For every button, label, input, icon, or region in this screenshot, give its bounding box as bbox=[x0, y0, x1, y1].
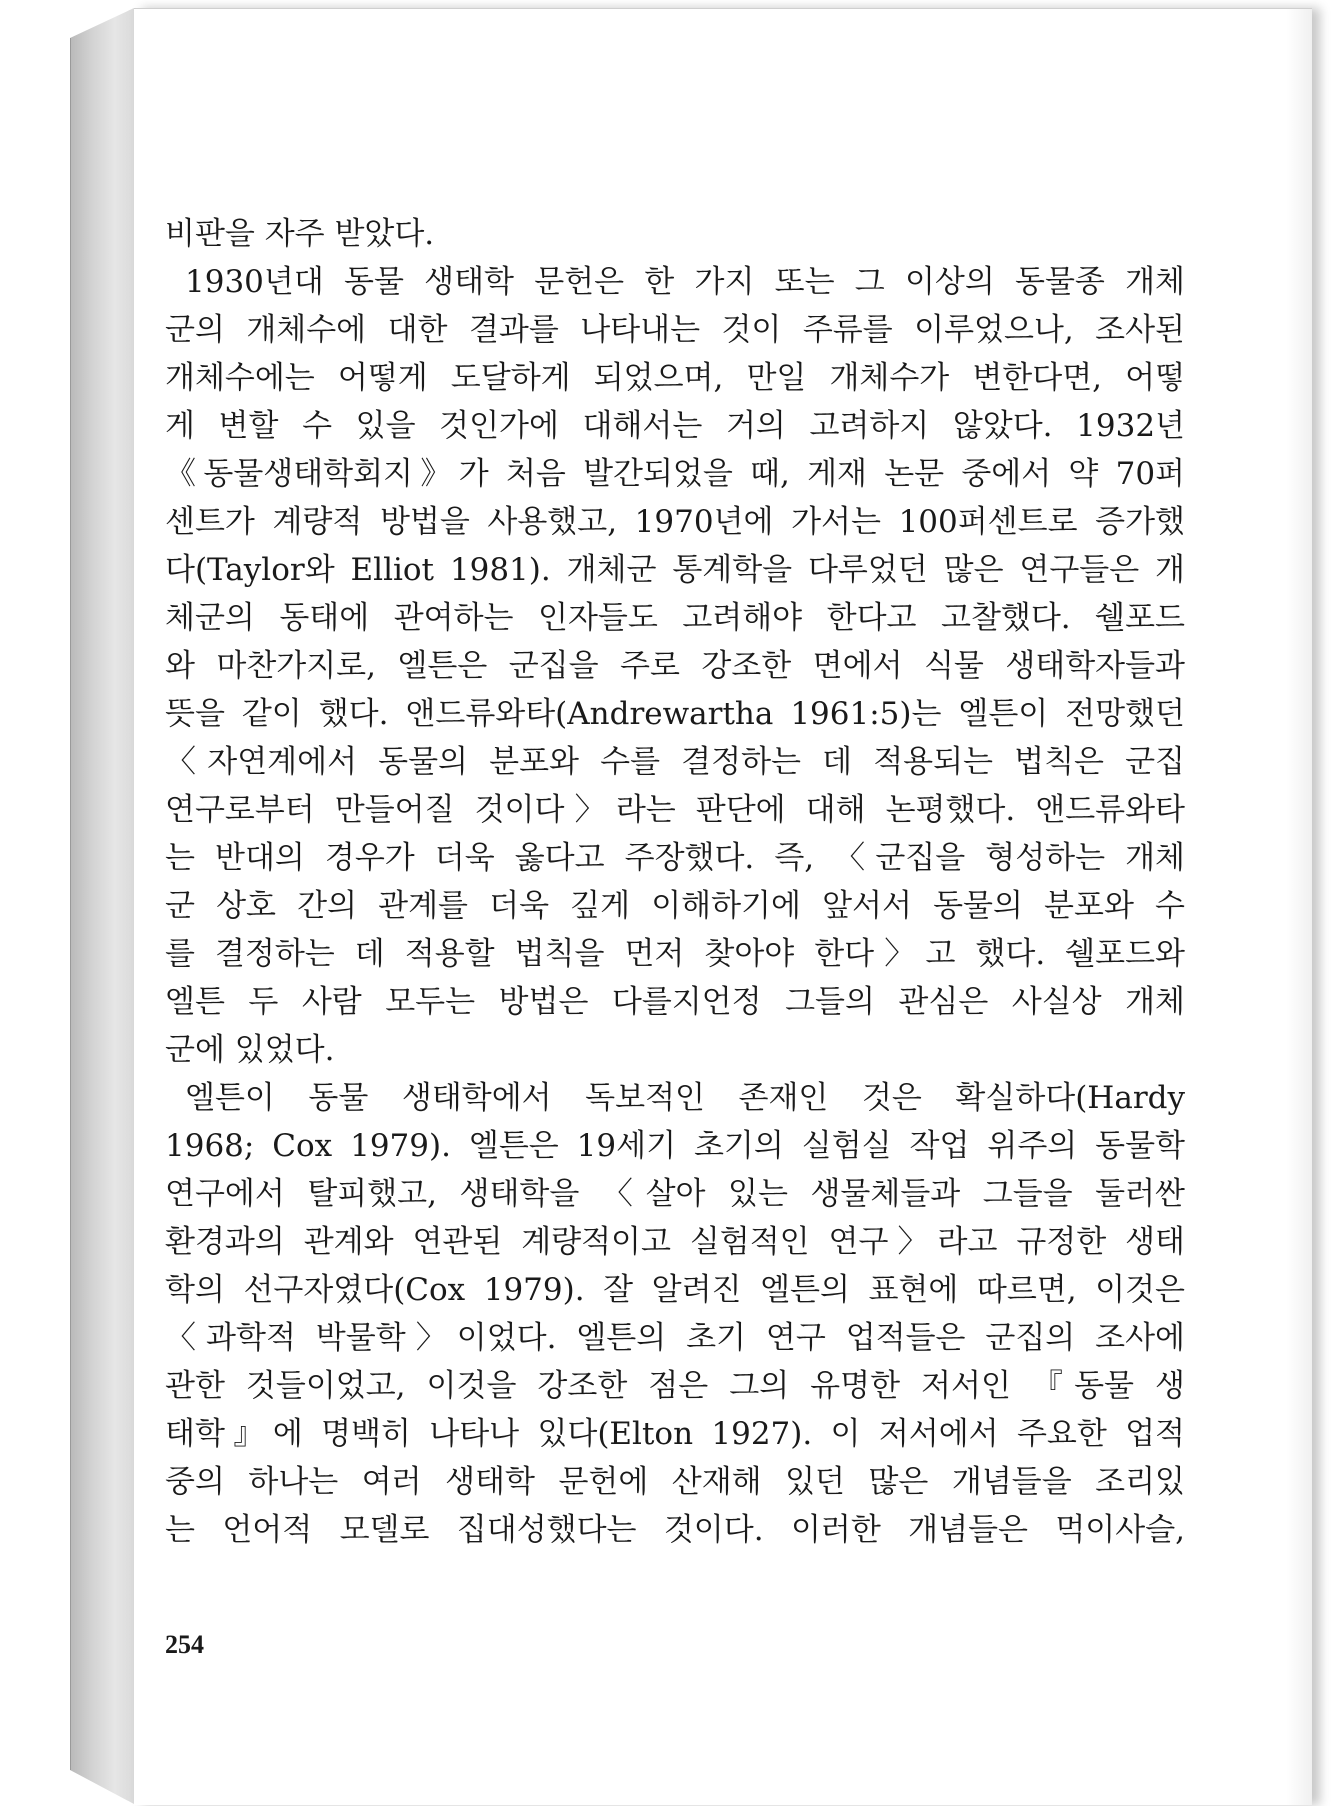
text-line: 센트가 계량적 방법을 사용했고, 1970년에 가서는 100퍼센트로 증가했 bbox=[165, 504, 1185, 540]
text-line: 학의 선구자였다(Cox 1979). 잘 알려진 엘튼의 표현에 따르면, 이것은 bbox=[165, 1272, 1185, 1308]
text-line: 게 변할 수 있을 것인가에 대해서는 거의 고려하지 않았다. 1932년 bbox=[165, 408, 1185, 444]
text-line: 연구로부터 만들어질 것이다〉라는 판단에 대해 논평했다. 앤드류와타 bbox=[165, 792, 1185, 828]
text-line: 다(Taylor와 Elliot 1981). 개체군 통계학을 다루었던 많은 연구들은 개 bbox=[165, 552, 1185, 588]
text-line: 체군의 동태에 관여하는 인자들도 고려해야 한다고 고찰했다. 쉘포드 bbox=[165, 600, 1185, 636]
text-line: 엘튼 두 사람 모두는 방법은 다를지언정 그들의 관심은 사실상 개체 bbox=[165, 984, 1185, 1020]
text-line: 1968; Cox 1979). 엘튼은 19세기 초기의 실험실 작업 위주의 동물학 bbox=[165, 1128, 1185, 1164]
text-line: 는 반대의 경우가 더욱 옳다고 주장했다. 즉, 〈군집을 형성하는 개체 bbox=[165, 840, 1185, 876]
text-line: 군에 있었다. bbox=[165, 1032, 335, 1068]
text-line: 1930년대 동물 생태학 문헌은 한 가지 또는 그 이상의 동물종 개체 bbox=[185, 264, 1185, 300]
text-line: 군의 개체수에 대한 결과를 나타내는 것이 주류를 이루었으나, 조사된 bbox=[165, 312, 1185, 348]
text-line: 태학』에 명백히 나타나 있다(Elton 1927). 이 저서에서 주요한 업적 bbox=[165, 1416, 1185, 1452]
text-line: 관한 것들이었고, 이것을 강조한 점은 그의 유명한 저서인 『동물 생 bbox=[165, 1368, 1185, 1404]
page-shadow bbox=[1286, 9, 1312, 1805]
page-number: 254 bbox=[165, 1630, 204, 1659]
text-line: 《동물생태학회지》가 처음 발간되었을 때, 게재 논문 중에서 약 70퍼 bbox=[165, 456, 1185, 492]
text-line: 는 언어적 모델로 집대성했다는 것이다. 이러한 개념들은 먹이사슬, bbox=[165, 1512, 1185, 1548]
text-line: 와 마찬가지로, 엘튼은 군집을 주로 강조한 면에서 식물 생태학자들과 bbox=[165, 648, 1185, 684]
book-edge-line bbox=[70, 38, 71, 1770]
book-spine-edge bbox=[70, 8, 134, 1804]
text-line: 〈과학적 박물학〉이었다. 엘튼의 초기 연구 업적들은 군집의 조사에 bbox=[165, 1320, 1185, 1356]
text-line: 엘튼이 동물 생태학에서 독보적인 존재인 것은 확실하다(Hardy bbox=[185, 1080, 1185, 1116]
text-line: 〈자연계에서 동물의 분포와 수를 결정하는 데 적용되는 법칙은 군집 bbox=[165, 744, 1185, 780]
text-line: 개체수에는 어떻게 도달하게 되었으며, 만일 개체수가 변한다면, 어떻 bbox=[165, 360, 1185, 396]
body-text bbox=[165, 210, 1185, 1554]
text-line: 비판을 자주 받았다. bbox=[165, 216, 435, 252]
text-line: 군 상호 간의 관계를 더욱 깊게 이해하기에 앞서서 동물의 분포와 수 bbox=[165, 888, 1185, 924]
text-line: 를 결정하는 데 적용할 법칙을 먼저 찾아야 한다〉고 했다. 쉘포드와 bbox=[165, 936, 1185, 972]
text-line: 중의 하나는 여러 생태학 문헌에 산재해 있던 많은 개념들을 조리있 bbox=[165, 1464, 1185, 1500]
text-line: 연구에서 탈피했고, 생태학을 〈살아 있는 생물체들과 그들을 둘러싼 bbox=[165, 1176, 1185, 1212]
text-line: 환경과의 관계와 연관된 계량적이고 실험적인 연구〉라고 규정한 생태 bbox=[165, 1224, 1185, 1260]
text-line: 뜻을 같이 했다. 앤드류와타(Andrewartha 1961:5)는 엘튼이 전망했던 bbox=[165, 696, 1185, 732]
